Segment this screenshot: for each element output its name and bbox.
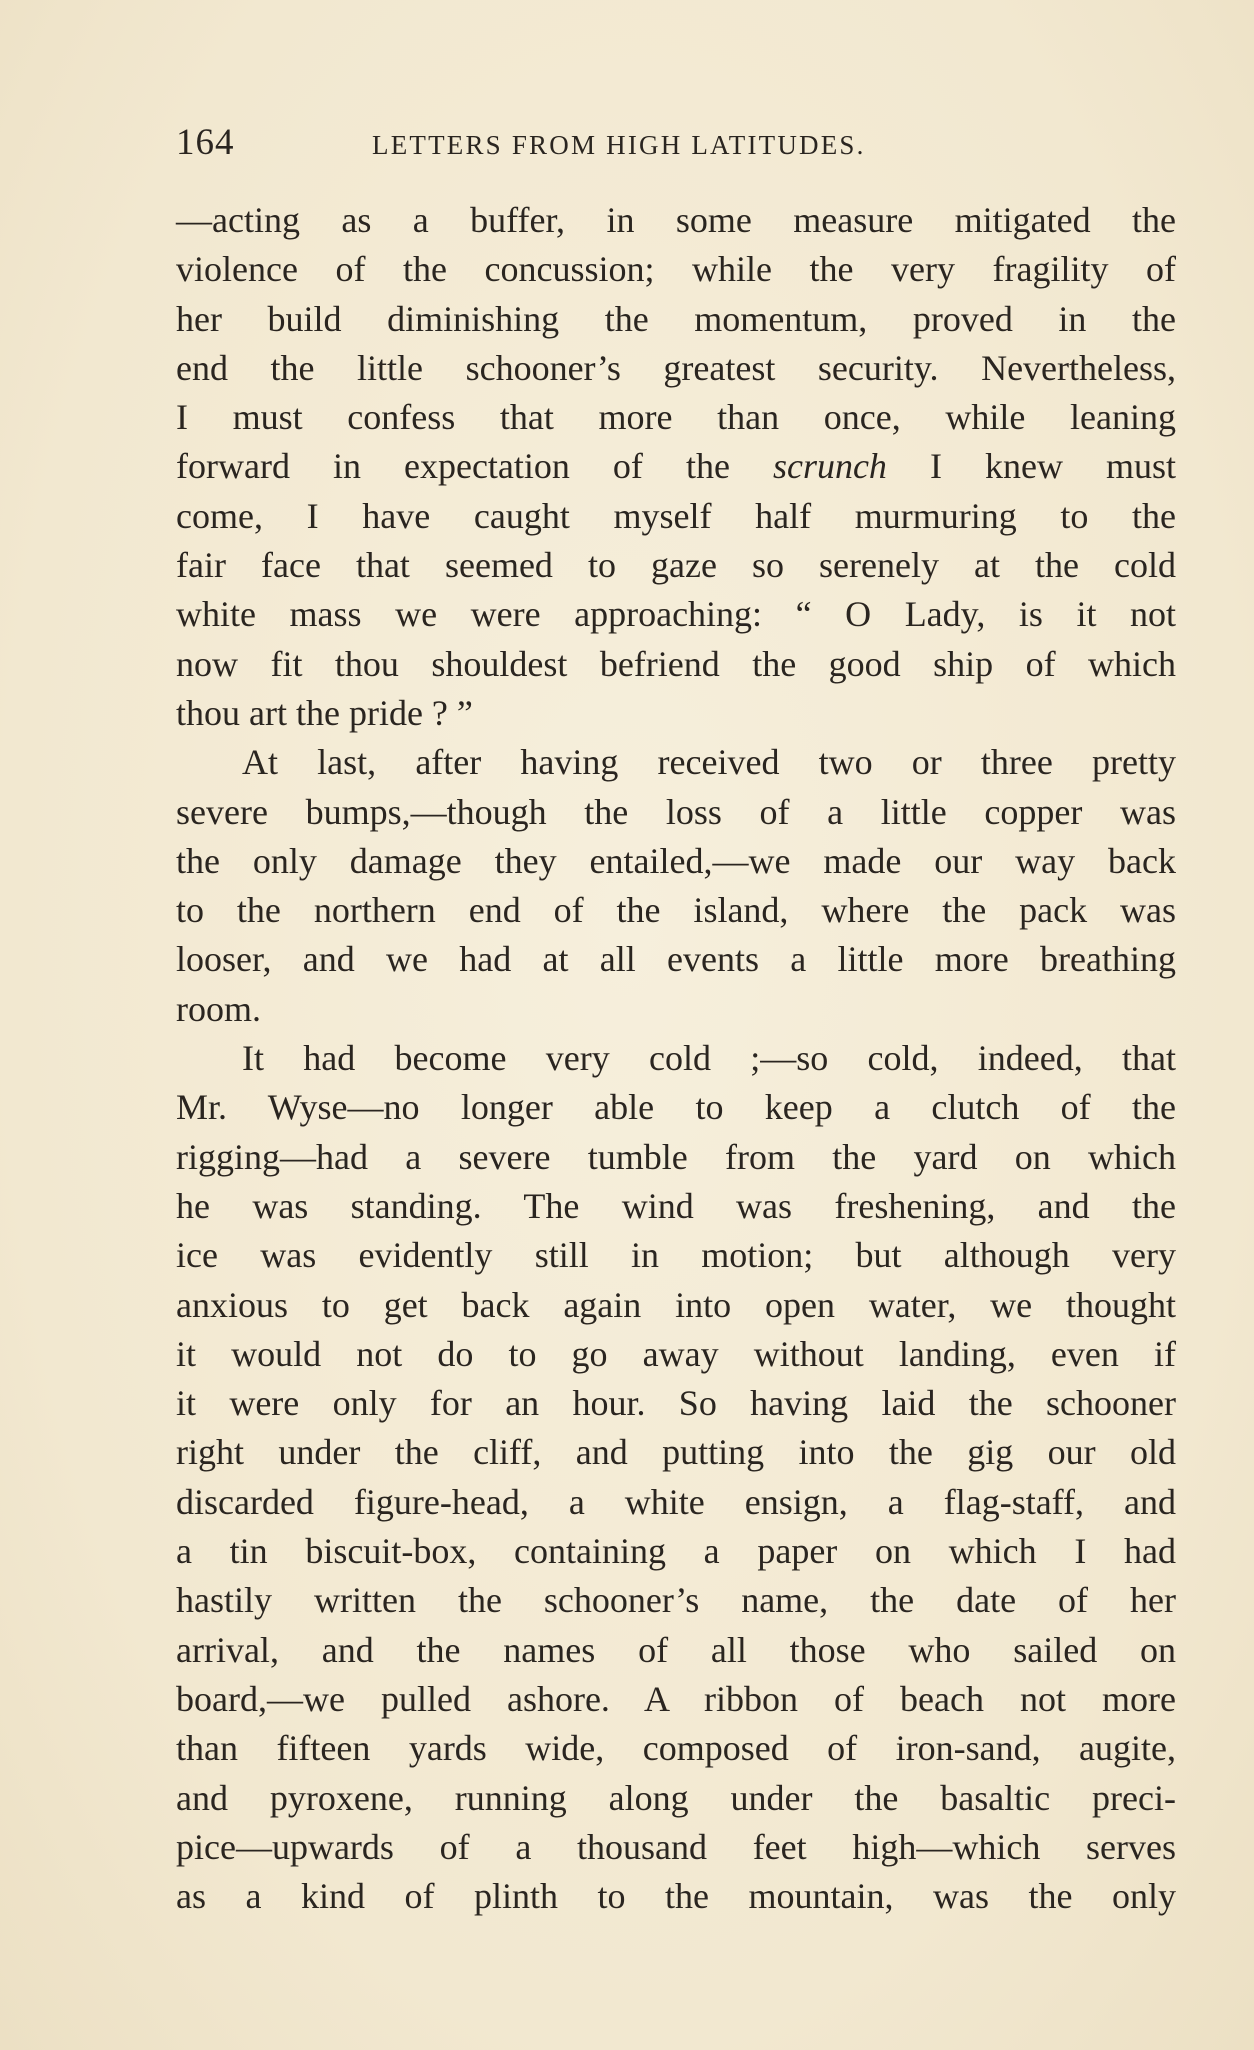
line-segment: I knew must (886, 446, 1176, 487)
text-line: I must confess that more than once, while leaning (176, 397, 1176, 438)
text-line: looser, and we had at all events a little more breathing (176, 939, 1176, 980)
text-line: violence of the concussion; while the very fragility of (176, 249, 1176, 290)
text-line: Mr. Wyse—no longer able to keep a clutch of the (176, 1087, 1176, 1128)
text-line: white mass we were approaching: “ O Lady, is it not (176, 594, 1176, 635)
running-head: LETTERS FROM HIGH LATITUDES. (372, 130, 866, 160)
paragraph-first-line: At last, after having received two or three pretty (242, 742, 1176, 783)
text-line: now fit thou shouldest befriend the good ship of which (176, 643, 1176, 684)
italic-word: scrunch (772, 446, 887, 487)
text-line: the only damage they entailed,—we made our way back (176, 840, 1176, 881)
text-line: he was standing. The wind was freshening, and the (176, 1185, 1176, 1226)
text-line: come, I have caught myself half murmuring to the (176, 495, 1176, 536)
text-line: to the northern end of the island, where the pack was (176, 890, 1176, 931)
paragraph-first-line: It had become very cold ;—so cold, indeed, that (242, 1038, 1176, 1079)
text-line: board,—we pulled ashore. A ribbon of beach not more (176, 1678, 1176, 1719)
text-line: anxious to get back again into open water, we thought (176, 1284, 1176, 1325)
body-text (176, 196, 1176, 1921)
page-number: 164 (176, 122, 235, 163)
text-line: right under the cliff, and putting into the gig our old (176, 1432, 1176, 1473)
text-line: hastily written the schooner’s name, the date of her (176, 1580, 1176, 1621)
text-line: than fifteen yards wide, composed of iron-sand, augite, (176, 1728, 1176, 1769)
text-line: —acting as a buffer, in some measure mitigated the (176, 200, 1176, 240)
text-line: it would not do to go away without landing, even if (176, 1333, 1176, 1374)
text-line: fair face that seemed to gaze so serenely at the cold (176, 545, 1176, 586)
page-header (176, 118, 1176, 168)
text-line: end the little schooner’s greatest security. Nevertheless, (176, 347, 1176, 388)
paragraph-end-line: thou art the pride ? ” (176, 692, 473, 733)
text-line: arrival, and the names of all those who sailed on (176, 1629, 1176, 1670)
text-line: rigging—had a severe tumble from the yard on which (176, 1136, 1176, 1177)
text-line: her build diminishing the momentum, proved in the (176, 298, 1176, 339)
text-line: as a kind of plinth to the mountain, was the only (176, 1876, 1176, 1917)
line-segment: forward in expectation of the (176, 446, 773, 487)
paragraph-end-line: room. (176, 988, 261, 1029)
text-line: and pyroxene, running along under the basaltic preci- (176, 1777, 1176, 1818)
text-line: pice—upwards of a thousand feet high—which serves (176, 1826, 1176, 1867)
text-line: ice was evidently still in motion; but although very (176, 1235, 1176, 1276)
text-line (176, 442, 1176, 491)
text-line: a tin biscuit-box, containing a paper on which I had (176, 1531, 1176, 1572)
text-line: discarded figure-head, a white ensign, a flag-staff, and (176, 1481, 1176, 1522)
text-line: it were only for an hour. So having laid the schooner (176, 1383, 1176, 1424)
text-line: severe bumps,—though the loss of a little copper was (176, 791, 1176, 832)
